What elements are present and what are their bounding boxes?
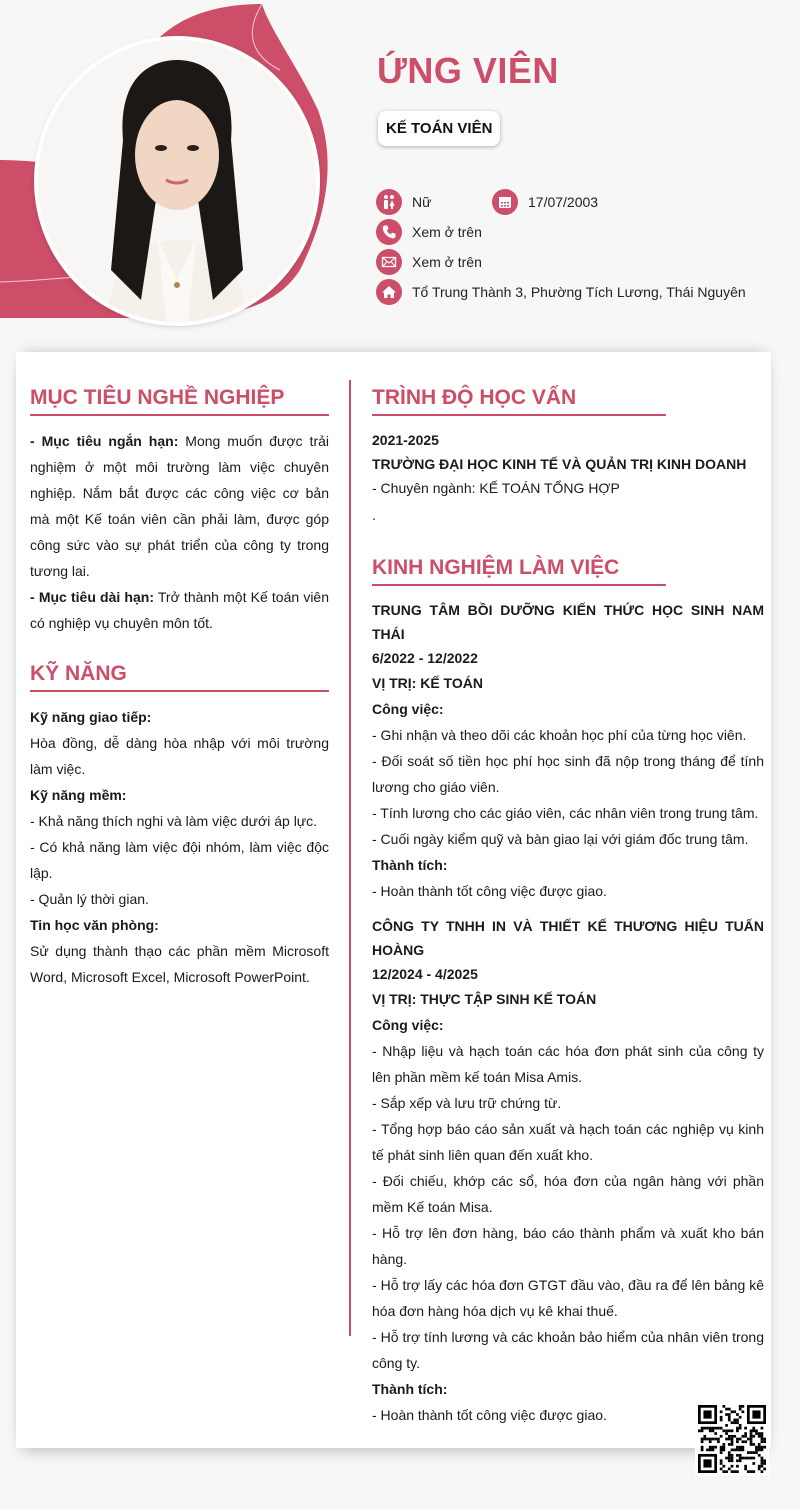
gender-value: Nữ — [412, 194, 432, 210]
objective-short-label: - Mục tiêu ngắn hạn: — [30, 433, 179, 449]
skills-list — [30, 704, 329, 990]
jobs-list — [372, 598, 764, 1428]
objective-title: MỤC TIÊU NGHỀ NGHIỆP — [30, 386, 329, 416]
skill-group-label: Tin học văn phòng: — [30, 917, 159, 933]
email-value: Xem ở trên — [412, 254, 482, 270]
skill-line: Sử dụng thành thạo các phần mềm Microsoft Word, Microsoft Excel, Microsoft PowerPoint. — [30, 943, 329, 985]
objective-long — [30, 584, 329, 636]
skill-line: - Khả năng thích nghi và làm việc dưới áp lực. — [30, 813, 318, 829]
calendar-icon — [492, 189, 518, 215]
job-title-badge: KẾ TOÁN VIÊN — [378, 111, 500, 146]
home-icon — [376, 279, 402, 305]
candidate-name: ỨNG VIÊN — [377, 50, 559, 91]
job-achievement: - Hoàn thành tốt công việc được giao. — [372, 883, 607, 899]
education-section — [372, 386, 764, 530]
job-position: VỊ TRỊ: THỰC TẬP SINH KẾ TOÁN — [372, 991, 597, 1007]
job-entry — [372, 598, 764, 904]
job-task: - Hỗ trợ lên đơn hàng, báo cáo thành phẩm và xuất kho bán hàng. — [372, 1225, 764, 1267]
job-period: 12/2024 - 4/2025 — [372, 966, 478, 982]
job-task: - Đối chiếu, khớp các sổ, hóa đơn của ngân hàng với phần mềm Kế toán Misa. — [372, 1173, 764, 1215]
job-task: - Hỗ trợ tính lương và các khoản bảo hiểm của nhân viên trong công ty. — [372, 1329, 764, 1371]
email-row — [376, 249, 482, 275]
experience-title: KINH NGHIỆM LÀM VIỆC — [372, 556, 666, 586]
objective-long-text: Trở thành một Kế toán viên có nghiệp vụ chuyên môn tốt. — [30, 589, 330, 631]
education-period: 2021-2025 — [372, 432, 439, 448]
objective-long-label: - Mục tiêu dài hạn: — [30, 589, 154, 605]
job-task: - Đối soát số tiền học phí học sinh đã nộp trong tháng để tính lương cho giáo viên. — [372, 753, 764, 795]
job-entry — [372, 914, 764, 1428]
qr-code — [695, 1402, 769, 1476]
education-title: TRÌNH ĐỘ HỌC VẤN — [372, 386, 666, 416]
job-task: - Tổng hợp báo cáo sản xuất và hạch toán các nghiệp vụ kinh tế phát sinh liên quan đến xuất kho. — [372, 1121, 764, 1163]
job-task: - Ghi nhận và theo dõi các khoản học phí của từng học viên. — [372, 727, 747, 743]
job-task: - Cuối ngày kiểm quỹ và bàn giao lại với giám đốc trung tâm. — [372, 831, 749, 847]
avatar — [38, 40, 316, 322]
gender-icon — [376, 189, 402, 215]
skill-line: - Quản lý thời gian. — [30, 891, 149, 907]
job-tasks-label: Công việc: — [372, 1017, 444, 1033]
cv-header — [0, 0, 800, 330]
right-column — [372, 386, 764, 1428]
job-achievement: - Hoàn thành tốt công việc được giao. — [372, 1407, 607, 1423]
job-task: - Nhập liệu và hạch toán các hóa đơn phát sinh của công ty lên phần mềm kế toán Misa Amis. — [372, 1043, 764, 1085]
education-note: . — [372, 507, 376, 523]
job-task: - Hỗ trợ lấy các hóa đơn GTGT đầu vào, đầu ra để lên bảng kê hóa đơn hàng hóa dịch vụ kê khai thuế. — [372, 1277, 764, 1319]
phone-icon — [376, 219, 402, 245]
phone-row — [376, 219, 482, 245]
skill-line: - Có khả năng làm việc đội nhóm, làm việc độc lập. — [30, 839, 329, 881]
phone-value: Xem ở trên — [412, 224, 482, 240]
education-major: - Chuyên ngành: KẾ TOÁN TỔNG HỢP — [372, 480, 620, 496]
education-school: TRƯỜNG ĐẠI HỌC KINH TẾ VÀ QUẢN TRỊ KINH DOANH — [372, 456, 747, 472]
objective-short-text: Mong muốn được trải nghiệm ở một môi trường làm việc chuyên nghiệp. Nắm bắt được các công việc cơ bản mà một Kế toán viên cần phải làm, được góp công sức vào sự phát triển của công ty trong tương lai. — [30, 433, 329, 579]
job-company: CÔNG TY TNHH IN VÀ THIẾT KẾ THƯƠNG HIỆU TUẤN HOÀNG — [372, 918, 764, 958]
experience-section — [372, 556, 764, 1428]
birthday-row — [492, 189, 598, 215]
job-period: 6/2022 - 12/2022 — [372, 650, 478, 666]
birthday-value: 17/07/2003 — [528, 194, 599, 210]
skill-group-label: Kỹ năng mềm: — [30, 787, 127, 803]
job-tasks-label: Công việc: — [372, 701, 444, 717]
job-task: - Tính lương cho các giáo viên, các nhân viên trong trung tâm. — [372, 805, 759, 821]
left-column — [30, 386, 329, 990]
job-task: - Sắp xếp và lưu trữ chứng từ. — [372, 1095, 562, 1111]
avatar-photo — [38, 40, 316, 322]
email-icon — [376, 249, 402, 275]
objective-section — [30, 386, 329, 636]
skills-title: KỸ NĂNG — [30, 662, 329, 692]
column-divider — [349, 380, 351, 1336]
address-row — [376, 279, 746, 305]
skills-section — [30, 662, 329, 990]
job-achievements-label: Thành tích: — [372, 857, 448, 873]
address-value: Tổ Trung Thành 3, Phường Tích Lương, Thái Nguyên — [412, 284, 746, 300]
objective-short — [30, 428, 329, 584]
job-position: VỊ TRỊ: KẾ TOÁN — [372, 675, 483, 691]
job-achievements-label: Thành tích: — [372, 1381, 448, 1397]
skill-group-label: Kỹ năng giao tiếp: — [30, 709, 152, 725]
gender-row — [376, 189, 431, 215]
skill-line: Hòa đồng, dễ dàng hòa nhập với môi trường làm việc. — [30, 735, 329, 777]
job-company: TRUNG TÂM BỒI DƯỠNG KIẾN THỨC HỌC SINH NAM THÁI — [372, 602, 764, 642]
qr-code-icon — [698, 1405, 766, 1473]
